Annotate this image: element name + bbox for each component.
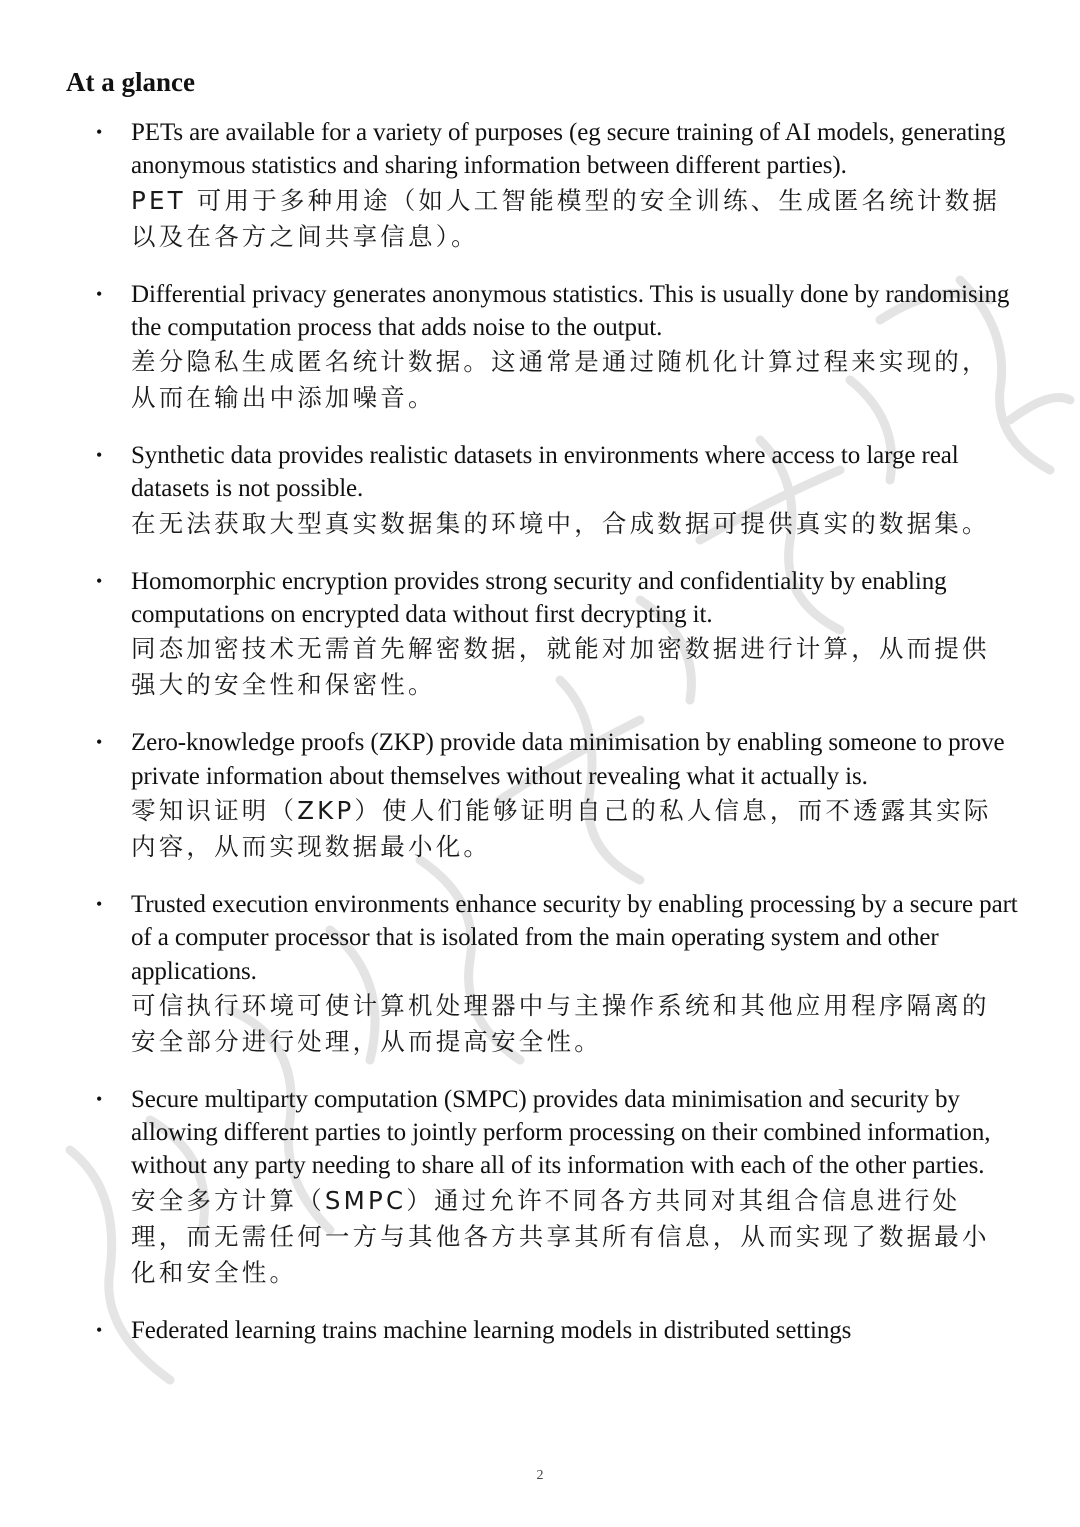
list-item [0, 439, 1080, 542]
chinese-text: 同态加密技术无需首先解密数据，就能对加密数据进行计算，从而提供强大的安全性和保密性。 [131, 634, 990, 700]
bullet-icon: • [96, 732, 103, 753]
bullet-icon: • [96, 445, 103, 466]
bullet-icon: • [96, 1319, 103, 1340]
english-text: Differential privacy generates anonymous statistics. This is usually done by randomising the computation process that adds noise to the output. [131, 280, 1010, 341]
section-heading: At a glance [66, 67, 195, 97]
list-item [0, 888, 1080, 1060]
list-item [0, 278, 1080, 417]
page-number: 2 [536, 1468, 544, 1483]
chinese-text: 差分隐私生成匿名统计数据。这通常是通过随机化计算过程来实现的，从而在输出中添加噪音。 [131, 347, 990, 413]
list-item [0, 1314, 1080, 1347]
chinese-text: 可信执行环境可使计算机处理器中与主操作系统和其他应用程序隔离的安全部分进行处理，从而提高安全性。 [131, 990, 990, 1056]
chinese-text: 安全多方计算（SMPC）通过允许不同各方共同对其组合信息进行处理，而无需任何一方与其他各方共享其所有信息，从而实现了数据最小化和安全性。 [131, 1185, 990, 1287]
list-item [0, 1083, 1080, 1291]
english-text: Secure multiparty computation (SMPC) provides data minimisation and security by allowing different parties to jointly perform processing on their combined information, without any party needing to share all of its information with each of the other parties. [131, 1085, 991, 1180]
bullet-list [0, 116, 1080, 1370]
english-text: PETs are available for a variety of purposes (eg secure training of AI models, generating anonymous statistics and sharing information between different parties). [131, 119, 1006, 180]
english-text: Trusted execution environments enhance security by enabling processing by a secure part of a computer processor that is isolated from the main operating system and other applications. [131, 890, 1018, 985]
chinese-text: PET 可用于多种用途（如人工智能模型的安全训练、生成匿名统计数据以及在各方之间共享信息）。 [131, 185, 1001, 251]
bullet-icon: • [96, 1088, 103, 1109]
english-text: Federated learning trains machine learning models in distributed settings [131, 1316, 852, 1344]
list-item [0, 565, 1080, 704]
english-text: Zero-knowledge proofs (ZKP) provide data minimisation by enabling someone to prove private information about themselves without revealing what it actually is. [131, 729, 1005, 790]
list-item [0, 116, 1080, 255]
bullet-icon: • [96, 283, 103, 304]
bullet-icon: • [96, 893, 103, 914]
list-item [0, 726, 1080, 865]
chinese-text: 在无法获取大型真实数据集的环境中，合成数据可提供真实的数据集。 [131, 508, 990, 538]
english-text: Homomorphic encryption provides strong security and confidentiality by enabling computations on encrypted data without first decrypting it. [131, 567, 947, 629]
english-text: Synthetic data provides realistic datasets in environments where access to large real datasets is not possible. [131, 442, 959, 503]
chinese-text: 零知识证明（ZKP）使人们能够证明自己的私人信息，而不透露其实际内容，从而实现数据最小化。 [131, 795, 992, 861]
bullet-icon: • [96, 122, 103, 142]
bullet-icon: • [96, 570, 103, 591]
